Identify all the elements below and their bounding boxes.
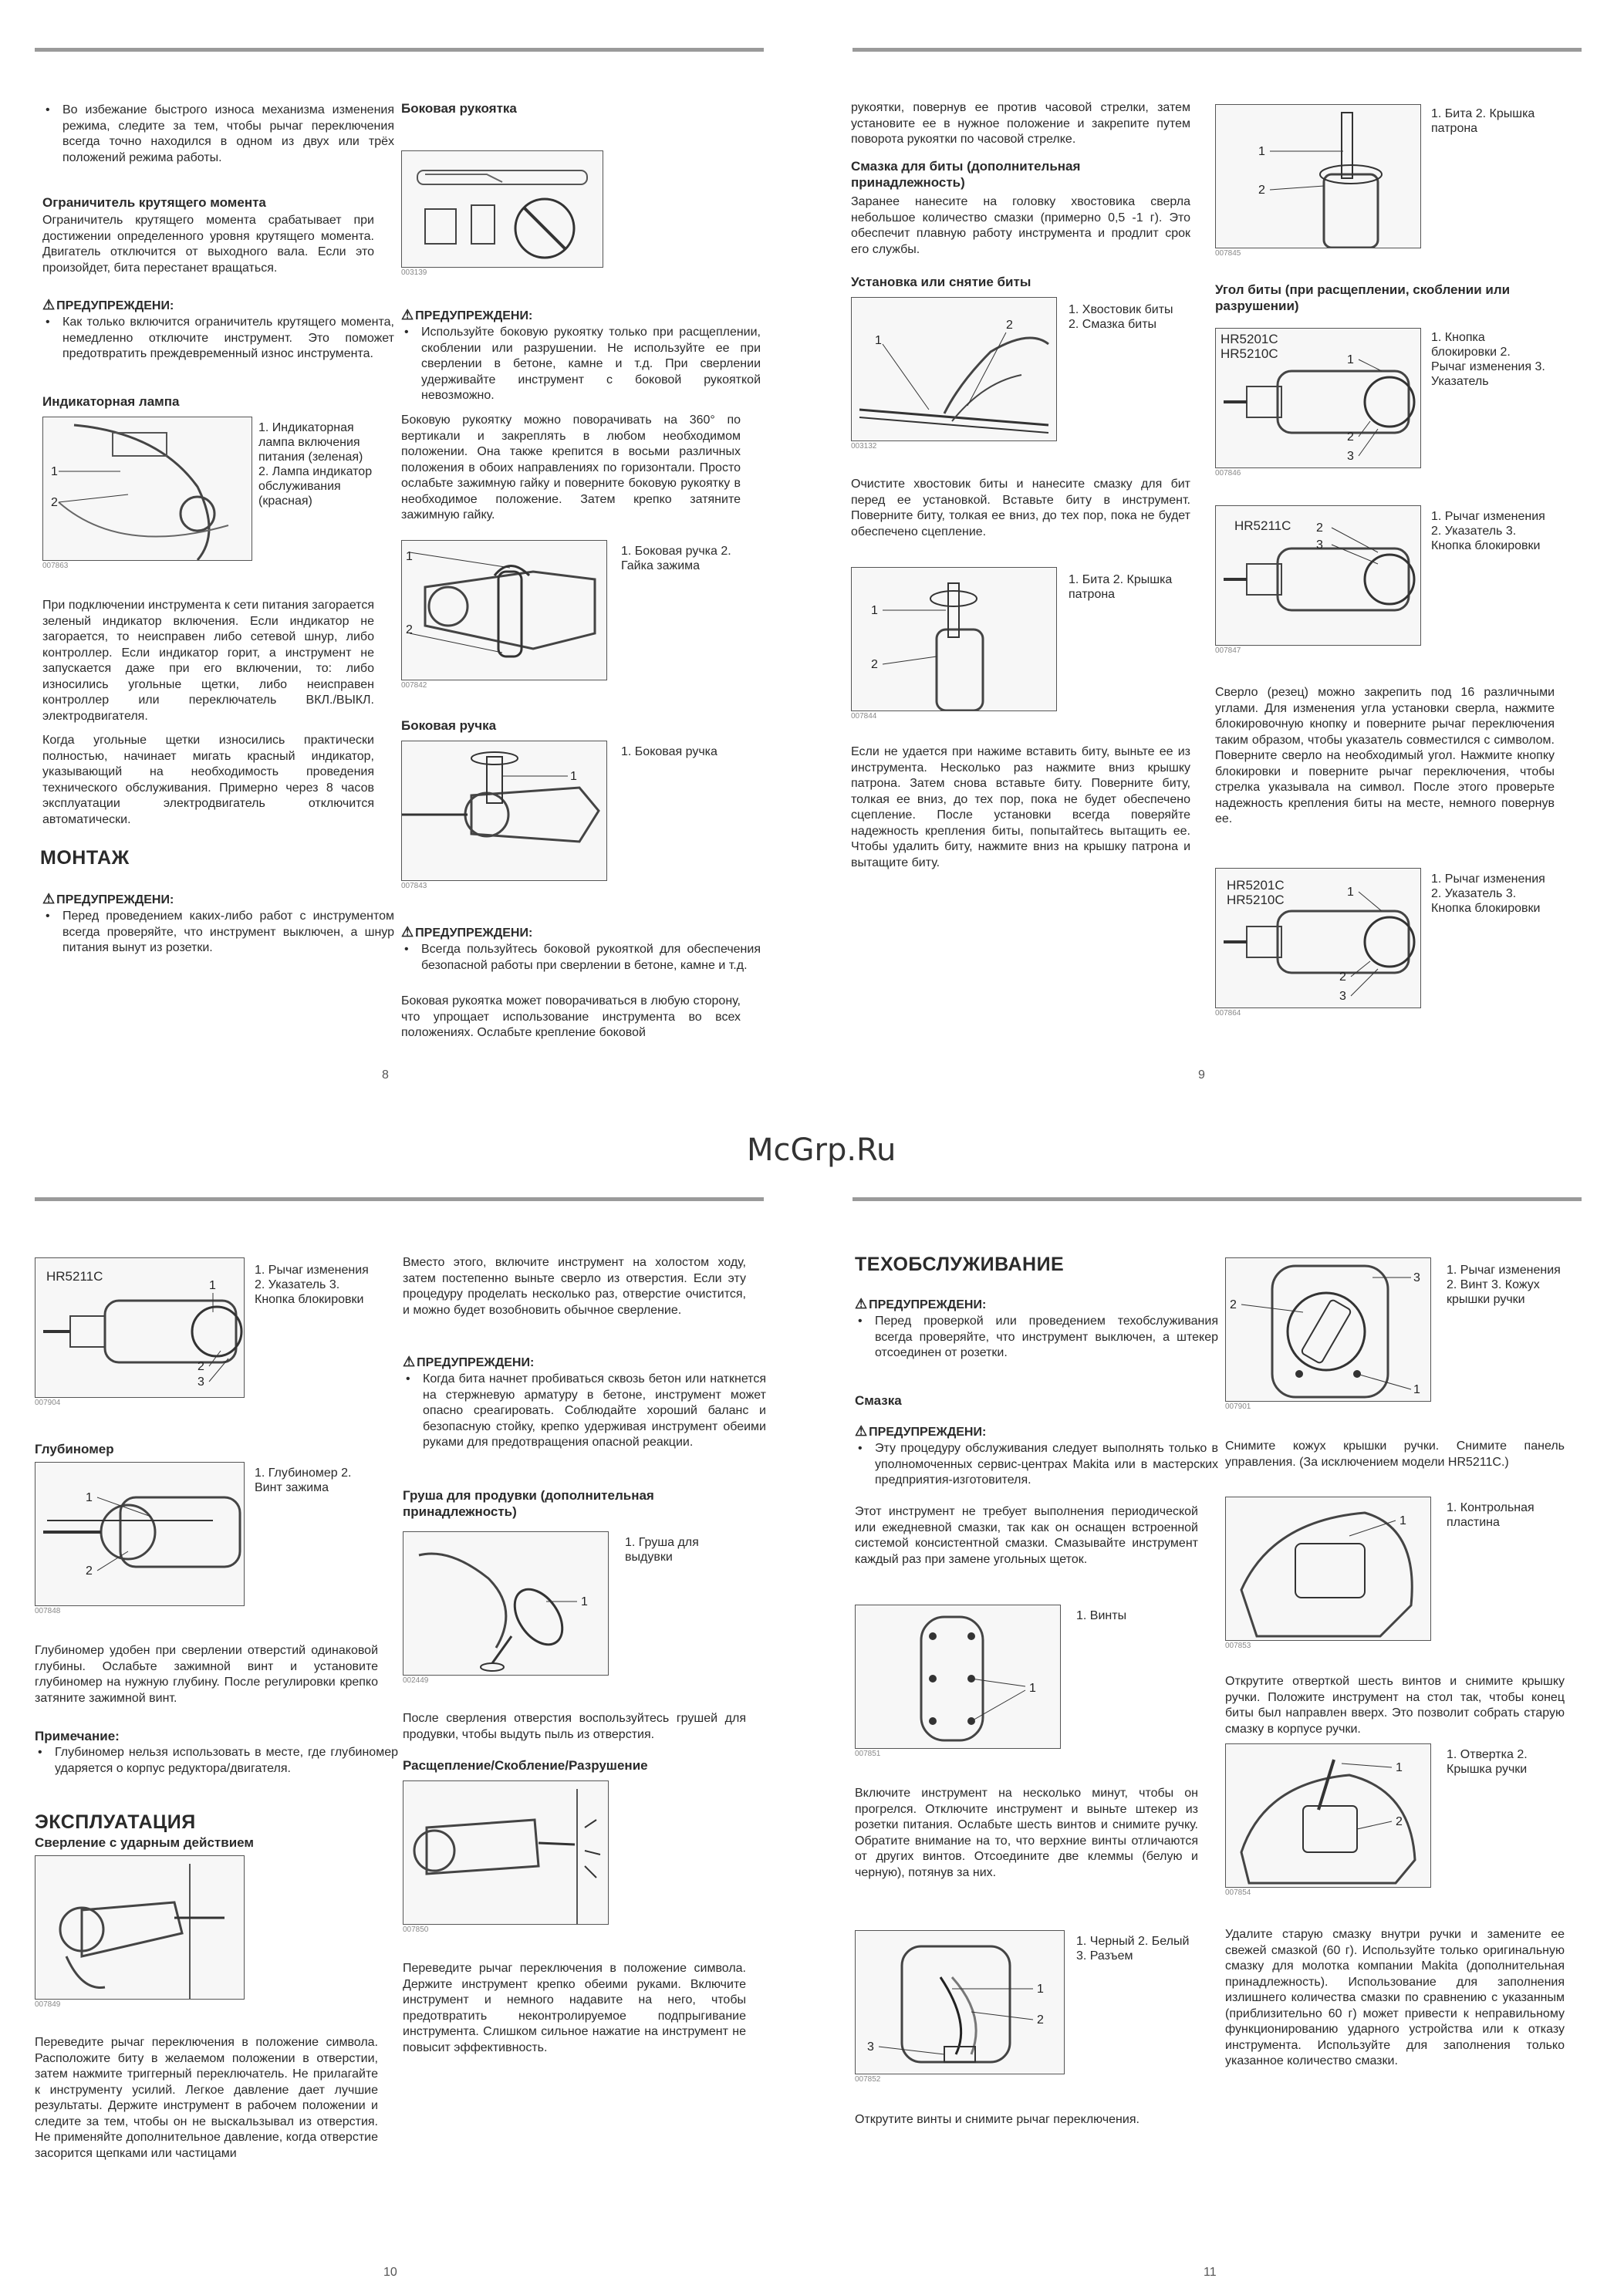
p11-maint-heading: ТЕХОБСЛУЖИВАНИЕ (855, 1254, 1065, 1275)
p11-screws-text: Включите инструмент на несколько минут, чтобы он прогрелся. Отключите инструмент и выньте штекер из розетки питания. Ослабьте шесть винтов и снимите ручку. Обратите внимание на то, что верхние винты отличаются от других винтов. Отсоедините две клеммы (белую и черную), потянув за них. (855, 1787, 1198, 1879)
svg-text:1: 1 (1347, 886, 1354, 899)
svg-text:2: 2 (1230, 1298, 1237, 1311)
p11-lube-heading: Смазка (855, 1393, 902, 1408)
p10-chip-text: Переведите рычаг переключения в положение символа. Держите инструмент крепко обеими руками. Включите инструмент и немного надавите на него, чтобы предотвратить неконтролируемое подпрыгивание инструмента. Слишком сильное нажатие на инструмент не повысит эффективность. (403, 1962, 746, 2054)
p10-blow-text: После сверления отверстия воспользуйтесь грушей для продувки, чтобы выдуть пыль из отверстия. (403, 1712, 746, 1741)
p10-depth-caption: 1. Глубиномер 2. Винт зажима (255, 1467, 352, 1494)
p10-note-bullet: • Глубиномер нельзя использовать в месте, где глубиномер ударяется о корпус редуктора/двигателя. (38, 1746, 398, 1775)
p9-ang1-code: 007846 (1215, 469, 1241, 478)
p10-blow-caption: 1. Груша для выдувки (625, 1536, 699, 1564)
p10-depth-heading: Глубиномер (35, 1442, 114, 1456)
p9-model-a: HR5201C HR5210C (1221, 332, 1278, 361)
p9-bit-text: Если не удается при нажиме вставить биту, выньте ее из инструмента. Несколько раз нажмите вниз крышку патрона. Затем снова вставьте биту. Поверните биту, толкая ее вниз, до тех пор, пока не будет обеспечено сцепление. После установки всегда поверяйте надежность крепления биты, попытайтесь вытащить ее. Чтобы удалить биту, нажмите вниз на крышку патрона и вытащите биту. (851, 745, 1190, 869)
p10-model-d: HR5211C (46, 1269, 103, 1284)
svg-text:1: 1 (1413, 1383, 1420, 1396)
svg-text:1: 1 (209, 1279, 216, 1292)
p8-side-caption: 1. Боковая ручка 2. Гайка зажима (621, 545, 731, 572)
p11-warn6: ⚠ ПРЕДУПРЕЖДЕНИ: (855, 1296, 987, 1311)
p8-torque-text: Ограничитель крутящего момента срабатывает при достижении определенного уровня крутящего момента. Двигатель отключится от выходного вала. Если это произойдет, бита перестанет вращаться. (42, 214, 374, 275)
page-number-11: 11 (1204, 2266, 1217, 2279)
p10-warn5-bullet: • Когда бита начнет пробиваться сквозь бетон или наткнется на стержневую арматуру в бетоне, инструмент может опасно среагировать. Соблюдайте хороший баланс и безопасную стойку, крепко удерживая инструмент обеими руками для предотвращения опасной реакции. (406, 1372, 766, 1449)
p8-side-figure2 (401, 540, 607, 680)
p11-cover-figure (1225, 1257, 1431, 1402)
p9-bit-caption: 1. Бита 2. Крышка патрона (1069, 573, 1173, 601)
p10-depth-text: Глубиномер удобен при сверлении отверстий одинаковой глубины. Ослабьте зажимной винт и установите глубиномер на нужную глубину. После регулировки крепко затяните зажимной винт. (35, 1644, 378, 1705)
svg-text:2: 2 (86, 1564, 93, 1578)
p9-install-heading: Установка или снятие биты (851, 275, 1031, 289)
svg-text:2: 2 (51, 496, 58, 509)
p9-ang3-caption: 1. Рычаг изменения 2. Указатель 3. Кнопка блокировки (1431, 872, 1545, 915)
p11-lid-caption: 1. Отвертка 2. Крышка ручки (1447, 1748, 1528, 1776)
p11-plate-text: Открутите отверткой шесть винтов и снимите крышку ручки. Положите инструмент на стол так, чтобы конец биты был направлен вверх. Это позволит собрать старую смазку в корпусе ручки. (1225, 1675, 1565, 1736)
p8-side-text: Боковую рукоятку можно поворачивать на 360° по вертикали и закреплять в любом необходимом положении. Она также крепится в восьми различных положения в обоих направлениях по горизонтали. Просто ослабьте зажимную гайку и поверните боковую рукоятку в необходимое положение. Затем крепко затяните зажимную гайку. (401, 413, 741, 521)
p9-grease-text: Заранее нанесите на головку хвостовика сверла небольшое количество смазки (примерно 0,5 -1 г). Это обеспечит плавную работу инструмента и продлит срок его службы. (851, 195, 1190, 256)
p8-side-figure (401, 150, 603, 268)
svg-text:2: 2 (1316, 521, 1323, 535)
svg-text:1: 1 (1347, 353, 1354, 366)
p8-warn4-bullet: • Всегда пользуйтесь боковой рукояткой для обеспечения безопасной работы при сверлении в бетоне, камне и т.д. (404, 943, 761, 972)
p10-warn5: ⚠ ПРЕДУПРЕЖДЕНИ: (403, 1354, 535, 1369)
p11-wires-caption: 1. Черный 2. Белый 3. Разъем (1076, 1935, 1190, 1963)
svg-text:1: 1 (1037, 1983, 1044, 1996)
p11-screws-figure (855, 1605, 1061, 1749)
svg-text:1: 1 (581, 1595, 588, 1608)
p10-drill-figure (35, 1855, 245, 2000)
svg-text:1: 1 (406, 550, 413, 563)
svg-text:2: 2 (1347, 430, 1354, 444)
svg-text:1: 1 (1029, 1682, 1036, 1695)
p9-cont-text: рукоятки, повернув ее против часовой стрелки, затем установите ее в нужное положение и закрепите путем поворота рукоятки по часовой стрелке. (851, 101, 1190, 146)
p11-wires-code: 007852 (855, 2075, 881, 2084)
p8-side-code2: 007842 (401, 681, 427, 690)
p11-lid-code: 007854 (1225, 1888, 1251, 1897)
svg-text:2: 2 (1258, 184, 1265, 197)
p8-montage-heading: МОНТАЖ (40, 847, 130, 869)
p8-lamp-text2: Когда угольные щетки износились практически полностью, начинает мигать красный индикатор, указывающий на необходимость проведения технического обслуживания. Примерно через 8 часов эксплуатации электродвигатель отключится автоматически. (42, 734, 374, 826)
p8-warn3: ⚠ ПРЕДУПРЕЖДЕНИ: (401, 307, 533, 322)
warning-icon: ⚠ (42, 297, 56, 312)
p8-side-heading: Боковая рукоятка (401, 101, 517, 116)
svg-text:1: 1 (570, 770, 577, 783)
svg-text:2: 2 (406, 623, 413, 636)
p8-grip-figure (401, 741, 607, 881)
p9-ang2-caption: 1. Рычаг изменения 2. Указатель 3. Кнопка блокировки (1431, 510, 1545, 552)
p9-bit-code: 007844 (851, 712, 877, 721)
p10-top-caption: 1. Рычаг изменения 2. Указатель 3. Кнопка блокировки (255, 1264, 369, 1306)
p8-lamp-heading: Индикаторная лампа (42, 394, 180, 409)
top-rule-right (853, 48, 1582, 52)
warning-icon: ⚠ (855, 1296, 868, 1311)
p8-warn3-bullet: • Используйте боковую рукоятку только при расщеплении, скоблении или разрушении. Не используйте ее при сверлении в бетоне, камне и т.д. При сверлении удерживайте инструмент с боковой рукояткой невозможно. (404, 326, 761, 402)
p9-angle-heading: Угол биты (при расщеплении, скоблении или разрушении) (1215, 282, 1511, 313)
warning-icon: ⚠ (403, 1354, 416, 1369)
svg-text:2: 2 (871, 658, 878, 671)
svg-text:2: 2 (1396, 1815, 1403, 1828)
svg-text:3: 3 (867, 2040, 874, 2054)
p9-r1-code: 007845 (1215, 249, 1241, 258)
p9-install-text: Очистите хвостовик биты и нанесите смазку для бит перед ее установкой. Вставьте биту в инструмент. Поверните биту, толкая ее вниз, до тех пор, пока не будет обеспечено сцепление. (851, 478, 1190, 538)
p11-cover-text: Снимите кожух крышки ручки. Снимите панель управления. (За исключением модели HR5211C.) (1225, 1440, 1565, 1469)
mid-rule-left (35, 1197, 764, 1201)
p10-expl-heading: ЭКСПЛУАТАЦИЯ (35, 1811, 196, 1833)
p11-screws-caption: 1. Винты (1076, 1609, 1127, 1622)
p8-warn2: ⚠ ПРЕДУПРЕЖДЕНИ: (42, 891, 174, 906)
svg-text:1: 1 (1399, 1514, 1406, 1527)
p11-lube-text: Этот инструмент не требует выполнения периодической или ежедневной смазки, так как он оснащен встроенной системой консистентной смазки. Смазывайте инструмент каждый раз при замене угольных щеток. (855, 1505, 1198, 1566)
warning-icon: ⚠ (401, 307, 414, 322)
p11-warn7-bullet: • Эту процедуру обслуживания следует выполнять только в уполномоченных сервис-центрах Makita или в мастерских предприятия-изготовителя. (858, 1442, 1218, 1487)
p10-chip-code: 007850 (403, 1926, 429, 1934)
svg-text:1: 1 (51, 465, 58, 478)
p8-grip-code: 007843 (401, 882, 427, 890)
p9-install-caption: 1. Хвостовик биты 2. Смазка биты (1069, 303, 1173, 331)
p8-side-code: 003139 (401, 268, 427, 277)
p11-plate-caption: 1. Контрольная пластина (1447, 1501, 1535, 1529)
p11-plate-code: 007853 (1225, 1642, 1251, 1650)
mid-rule-right (853, 1197, 1582, 1201)
p9-ang3-code: 007864 (1215, 1009, 1241, 1018)
p8-lamp-figure (42, 417, 252, 561)
p10-depth-code: 007848 (35, 1607, 61, 1615)
p9-bit-figure (851, 567, 1057, 711)
warning-icon: ⚠ (42, 891, 56, 906)
p9-model-c: HR5201C HR5210C (1227, 878, 1285, 907)
p8-warn2-bullet: • Перед проведением каких-либо работ с инструментом всегда проверяйте, что инструмент выключен, а шнур питания вынут из розетки. (46, 910, 394, 954)
p8-bullet1: • Во избежание быстрого износа механизма изменения режима, следите за тем, чтобы рычаг переключения всегда точно находился в одном из двух или трёх положений режима работы. (46, 103, 394, 164)
p11-screws-code: 007851 (855, 1750, 881, 1758)
p10-blow-code: 002449 (403, 1676, 429, 1685)
svg-text:2: 2 (1037, 2013, 1044, 2027)
svg-text:3: 3 (1316, 538, 1323, 552)
p10-cont-text: Вместо этого, включите инструмент на холостом ходу, затем постепенно выньте сверло из отверстия. Если эту процедуру проделать несколько раз, отверстие очистится, и можно будет возобновить обычное сверление. (403, 1256, 746, 1317)
p11-lid-text: Удалите старую смазку внутри ручки и замените ее свежей смазкой (60 г). Используйте только оригинальную смазку для молотка компании Makita (дополнительная принадлежность). Использование для заполнения излишнего количества смазки по сравнению с указанным (приблизительно 60 г) может привести к неправильному функционированию ударного устройства или к отказу инструмента. Используйте для заполнения только указанное количество смазки. (1225, 1928, 1565, 2067)
svg-text:1: 1 (1258, 145, 1265, 158)
svg-text:1: 1 (86, 1491, 93, 1504)
p10-drill-code: 007849 (35, 2000, 61, 2009)
p8-torque-heading: Ограничитель крутящего момента (42, 195, 266, 210)
p11-lid-figure (1225, 1743, 1431, 1888)
p9-r1-figure (1215, 104, 1421, 248)
p11-warn7: ⚠ ПРЕДУПРЕЖДЕНИ: (855, 1423, 987, 1439)
page-number-8: 8 (382, 1068, 389, 1082)
svg-text:2: 2 (1006, 319, 1013, 332)
p11-plate-figure (1225, 1497, 1431, 1641)
p9-install-figure (851, 297, 1057, 441)
svg-text:1: 1 (871, 604, 878, 617)
p10-depth-figure (35, 1462, 245, 1606)
svg-text:3: 3 (1339, 990, 1346, 1003)
p9-r1-caption: 1. Бита 2. Крышка патрона (1431, 107, 1535, 135)
p11-cover-code: 007901 (1225, 1402, 1251, 1411)
p10-blow-heading: Груша для продувки (дополнительная принадлежность) (403, 1488, 654, 1519)
p10-note-heading: Примечание: (35, 1729, 120, 1743)
svg-text:1: 1 (875, 334, 882, 347)
p8-lamp-caption: 1. Индикаторная лампа включения питания (зеленая) 2. Лампа индикатор обслуживания (красная) (258, 421, 373, 508)
p8-grip-heading: Боковая ручка (401, 718, 497, 733)
page-number-10: 10 (383, 2266, 397, 2279)
p9-ang1-caption: 1. Кнопка блокировки 2. Рычаг изменения 3. Указатель (1431, 331, 1545, 388)
warning-icon: ⚠ (401, 924, 414, 940)
p8-warn1: ⚠ ПРЕДУПРЕЖДЕНИ: (42, 297, 174, 312)
p10-drill-text: Переведите рычаг переключения в положение символа. Расположите биту в желаемом положении в отверстии, затем нажмите триггерный переключатель. Не прилагайте к инструменту усилий. Легкое давление дает лучшие результаты. Держите инструмент в рабочем положении и следите за тем, чтобы он не выскальзывал из отверстия. Не применяйте дополнительное давление, когда отверстие засорится щепками или частицами (35, 2036, 378, 2160)
p8-warn1-bullet: • Как только включится ограничитель крутящего момента, немедленно отключите инструмент. Это поможет предотвратить преждевременный износ инструмента. (46, 316, 394, 360)
watermark: McGrp.Ru (747, 1132, 896, 1168)
svg-text:3: 3 (1347, 450, 1354, 463)
p8-grip-text: Боковая рукоятка может поворачиваться в любую сторону, что упрощает использование инструмента во всех положениях. Ослабьте крепление боковой (401, 994, 741, 1039)
svg-text:1: 1 (1396, 1761, 1403, 1774)
svg-text:2: 2 (1339, 970, 1346, 984)
warning-icon: ⚠ (855, 1423, 868, 1439)
p9-grease-heading: Смазка для биты (дополнительная принадлежность) (851, 159, 1081, 190)
p10-drill-heading: Сверление с ударным действием (35, 1835, 254, 1850)
p9-angle-text: Сверло (резец) можно закрепить под 16 различными углами. Для изменения угла установки сверла, нажмите блокировочную кнопку и поверните рычаг переключения таким образом, чтобы указатель совместился с символом. Поверните сверло на необходимый угол. Нажмите кнопку блокировки и поверните рычаг переключения, чтобы стрелка указывала на символ. После этого проверьте надежность крепления биты на месте, немного повернув ее. (1215, 686, 1555, 825)
p10-chip-heading: Расщепление/Скобление/Разрушение (403, 1758, 648, 1773)
p10-chip-figure (403, 1780, 609, 1925)
p9-ang2-code: 007847 (1215, 646, 1241, 655)
p11-warn6-bullet: • Перед проверкой или проведением техобслуживания всегда проверяйте, что инструмент выключен, а штекер отсоединен от розетки. (858, 1315, 1218, 1359)
p10-top-code: 007904 (35, 1399, 61, 1407)
page-number-9: 9 (1198, 1068, 1205, 1082)
svg-text:2: 2 (198, 1360, 204, 1373)
p8-warn4: ⚠ ПРЕДУПРЕЖДЕНИ: (401, 924, 533, 940)
p9-model-b: HR5211C (1234, 518, 1291, 533)
p8-lamp-code: 007863 (42, 562, 69, 570)
p10-blow-figure (403, 1531, 609, 1676)
p8-lamp-text1: При подключении инструмента к сети питания загорается зеленый индикатор включения. Если индикатор не загорается, то неисправен либо сетевой шнур, либо контроллер. Если индикатор горит, а инструмент не запускается даже при его включении, то: либо износились угольные щетки, либо неисправен контроллер или переключатель ВКЛ./ВЫКЛ. электродвигателя. (42, 599, 374, 723)
p8-grip-caption: 1. Боковая ручка (621, 745, 717, 758)
p11-wires-figure (855, 1930, 1065, 2074)
p11-wires-text: Открутите винты и снимите рычаг переключения. (855, 2113, 1140, 2126)
p11-cover-caption: 1. Рычаг изменения 2. Винт 3. Кожух крышки ручки (1447, 1264, 1561, 1306)
svg-text:3: 3 (198, 1375, 204, 1389)
top-rule-left (35, 48, 764, 52)
p9-install-code: 003132 (851, 442, 877, 451)
svg-text:3: 3 (1413, 1271, 1420, 1284)
